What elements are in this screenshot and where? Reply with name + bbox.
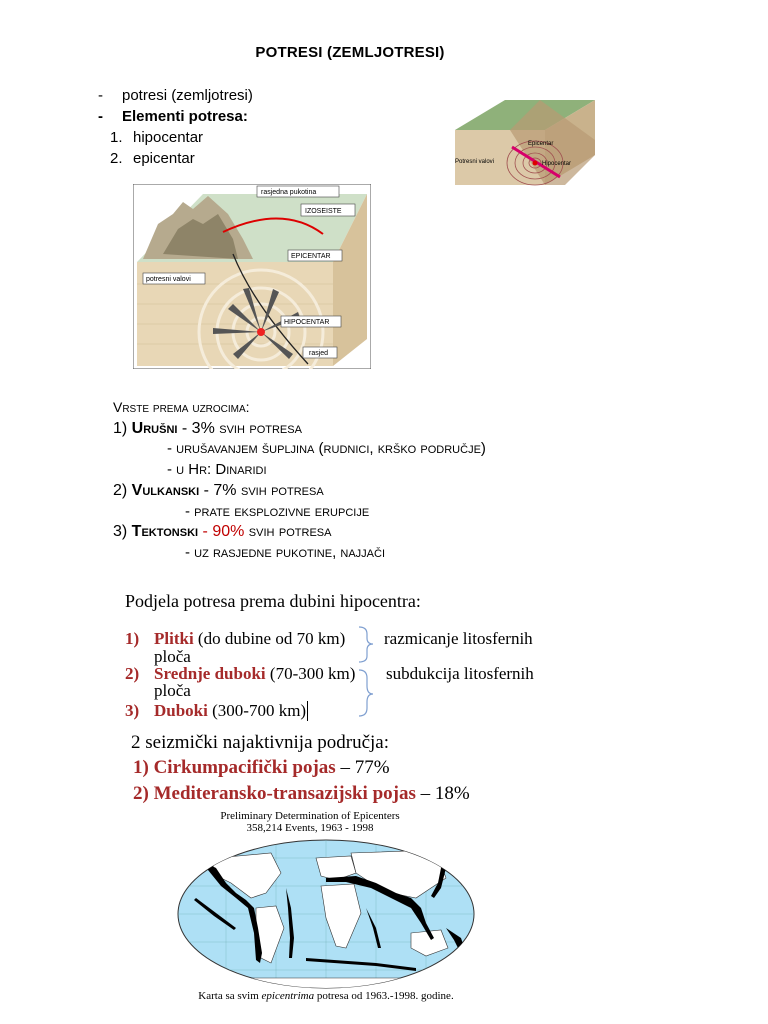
type-item: 3) Tektonski - 90% svih potresa (113, 523, 332, 540)
type-item: 2) Vulkanski - 7% svih potresa (113, 482, 324, 499)
depth-item: Srednje duboki (70-300 km) (154, 664, 356, 683)
section-label: Elementi potresa: (122, 108, 248, 125)
small-label: Hipocentar (542, 161, 572, 167)
diagram-label-fault: rasjed (309, 350, 329, 357)
diagram-label-waves: potresni valovi (146, 276, 191, 283)
diagram-label-isoseists: IZOSEISTE (305, 208, 342, 215)
type-subitem: - uz rasjedne pukotine, najjači (185, 544, 386, 561)
zone-item: 2) Mediteransko-transazijski pojas – 18% (133, 783, 470, 804)
types-heading: Vrste prema uzrocima: (113, 399, 250, 415)
type-item: 1) Urušni - 3% svih potresa (113, 420, 302, 437)
type-subitem: - prate eksplozivne erupcije (185, 503, 370, 520)
type-subitem: - u Hr: Dinaridi (167, 461, 267, 478)
diagram-label-fault-crack: rasjedna pukotina (261, 189, 317, 196)
depth-item: Plitki (do dubine od 70 km) (154, 629, 346, 648)
bullet-dash: - (98, 87, 103, 104)
list-item: hipocentar (133, 129, 204, 146)
bullet-dash: - (98, 108, 103, 125)
small-label: Potresni valovi (455, 159, 495, 165)
small-label: Epicentar (528, 141, 554, 147)
page-title: POTRESI (ZEMLJOTRESI) (255, 44, 445, 61)
depth-item: 3) (125, 701, 140, 720)
list-number: 1. (110, 129, 123, 146)
depth-item: Duboki (300-700 km) (154, 701, 307, 720)
brace-connector (355, 624, 385, 719)
small-fault-diagram (450, 95, 595, 190)
epicenter-world-map (176, 838, 476, 990)
depth-item-cont: ploča (154, 681, 191, 700)
earthquake-block-diagram (133, 184, 371, 369)
map-caption: Karta sa svim epicentrima potresa od 1963.-1998. godine. (198, 990, 454, 1002)
depth-item: 2) (125, 664, 140, 683)
depth-item: 1) (125, 629, 140, 648)
zone-item: 1) Cirkumpacifički pojas – 77% (133, 757, 390, 778)
depth-note: subdukcija litosfernih (386, 664, 534, 683)
diagram-label-epicenter: EPICENTAR (291, 253, 331, 260)
type-subitem: - urušavanjem šupljina (rudnici, krško područje) (167, 440, 486, 457)
depth-item-cont: ploča (154, 647, 191, 666)
depth-heading: Podjela potresa prema dubini hipocentra: (125, 591, 421, 611)
list-item: epicentar (133, 150, 195, 167)
map-title: Preliminary Determination of Epicenters 358,214 Events, 1963 - 1998 (220, 810, 400, 834)
zones-heading: 2 seizmički najaktivnija područja: (131, 732, 390, 753)
depth-note: razmicanje litosfernih (384, 629, 533, 648)
list-number: 2. (110, 150, 123, 167)
diagram-label-hypocenter: HIPOCENTAR (284, 319, 330, 326)
bullet-text: potresi (zemljotresi) (122, 87, 253, 104)
